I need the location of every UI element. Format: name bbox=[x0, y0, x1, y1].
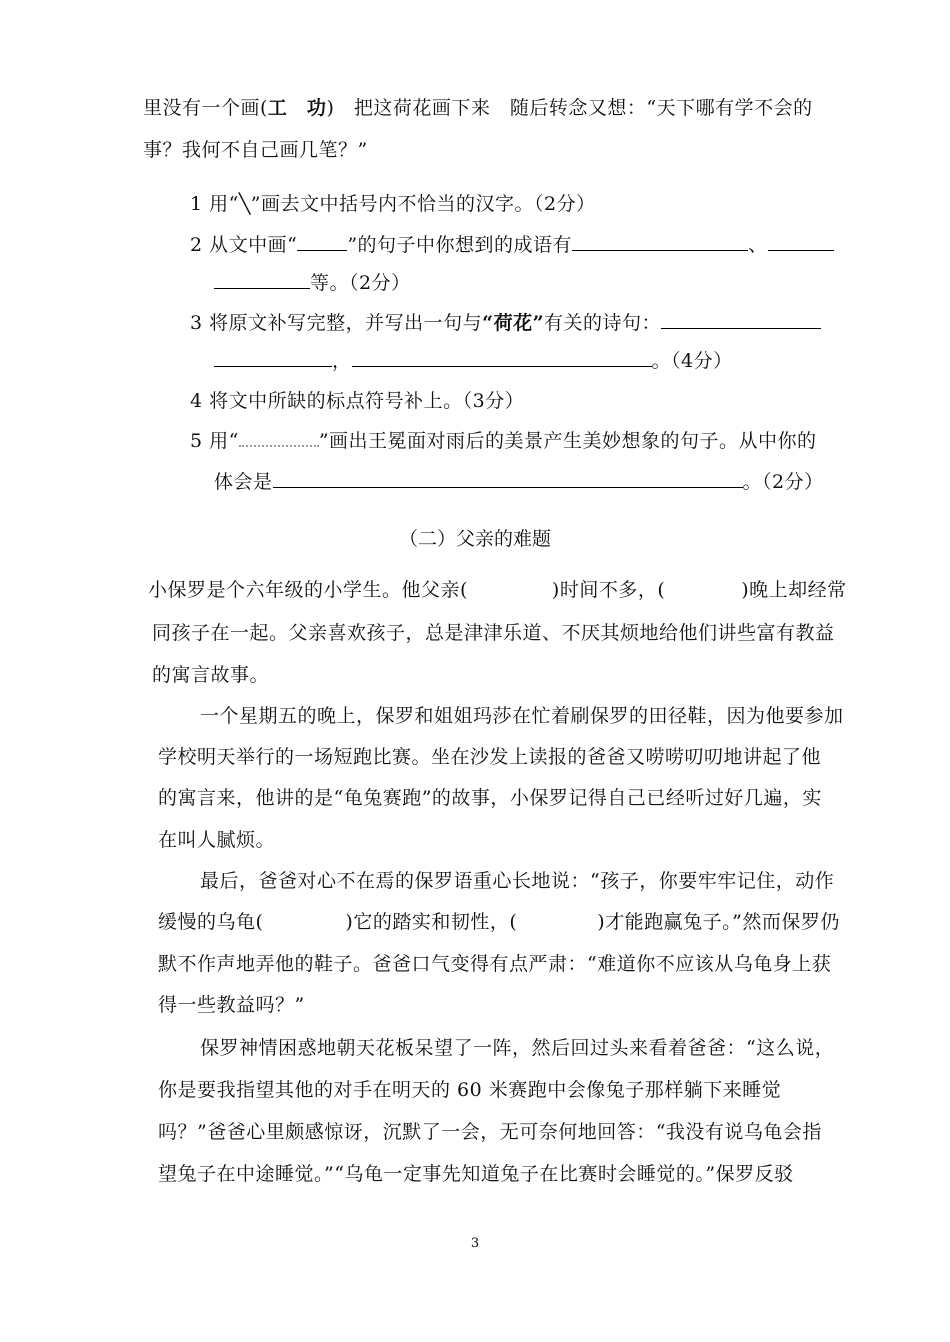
answer-blank[interactable] bbox=[214, 272, 310, 289]
text-span: 有关的诗句： bbox=[544, 312, 662, 334]
answer-blank[interactable] bbox=[572, 234, 748, 251]
answer-blank[interactable] bbox=[273, 471, 743, 488]
passage-line: 望兔子在中途睡觉。”“乌龟一定事先知道兔子在比赛时会睡觉的。”保罗反驳 bbox=[158, 1163, 794, 1185]
bold-text: 工 功 bbox=[267, 97, 327, 119]
question-1 bbox=[190, 192, 596, 216]
text-span: 缓慢的乌龟( bbox=[158, 911, 264, 933]
question-3 bbox=[190, 311, 821, 335]
text-span: 2 从文中画“ bbox=[190, 234, 298, 256]
text-span: )才能跑赢兔子。”然而保罗仍 bbox=[597, 911, 840, 933]
question-4 bbox=[190, 389, 524, 413]
passage-line: 学校明天举行的一场短跑比赛。坐在沙发上读报的爸爸又唠唠叨叨地讲起了他 bbox=[158, 746, 822, 768]
passage-line: 保罗神情困惑地朝天花板呆望了一阵，然后回过头来看着爸爸：“这么说， bbox=[200, 1037, 835, 1059]
text-span: )晚上却经常 bbox=[741, 579, 847, 601]
text-span: ”的句子中你想到的成语有 bbox=[347, 234, 573, 256]
text-span: 里没有一个画( bbox=[143, 97, 268, 119]
answer-blank[interactable] bbox=[661, 312, 821, 329]
passage-line: 默不作声地弄他的鞋子。爸爸口气变得有点严肃：“难道你不应该从乌龟身上获 bbox=[158, 953, 832, 975]
question-5 bbox=[190, 429, 817, 453]
passage-line: 在叫人腻烦。 bbox=[158, 829, 276, 851]
passage-line: 最后，爸爸对心不在焉的保罗语重心长地说：“孩子，你要牢牢记住，动作 bbox=[200, 870, 835, 892]
text-span: )它的踏实和韧性，( bbox=[345, 911, 518, 933]
text-span: 。（4分） bbox=[651, 350, 733, 372]
answer-blank[interactable] bbox=[768, 234, 834, 251]
text-line bbox=[143, 96, 813, 120]
text-line bbox=[143, 138, 368, 162]
passage-line: 的寓言来，他讲的是“龟兔赛跑”的故事，小保罗记得自己已经听过好几遍，实 bbox=[158, 787, 822, 809]
passage-line bbox=[158, 910, 840, 934]
page-number: 3 bbox=[470, 1236, 480, 1251]
passage-line: 一个星期五的晚上，保罗和姐姐玛莎在忙着刷保罗的田径鞋，因为他要参加 bbox=[200, 705, 844, 727]
section-title: （二）父亲的难题 bbox=[398, 528, 551, 550]
question-3-cont bbox=[214, 349, 733, 373]
text-span: ) 把这荷花画下来 随后转念又想：“天下哪有学不会的 bbox=[326, 97, 813, 119]
bold-text: “荷花” bbox=[482, 312, 544, 334]
text-span: ”画出王冕面对雨后的美景产生美妙想象的句子。从中你的 bbox=[318, 430, 817, 452]
answer-blank[interactable] bbox=[297, 234, 347, 251]
text-span: )时间不多，( bbox=[551, 579, 666, 601]
passage-line: 的寓言故事。 bbox=[152, 664, 270, 686]
text-span: 4 将文中所缺的标点符号补上。（3分） bbox=[190, 390, 525, 412]
passage-line: 你是要我指望其他的对手在明天的 60 米赛跑中会像兔子那样躺下来睡觉 bbox=[158, 1079, 782, 1101]
text-span: 5 用“ bbox=[190, 430, 239, 452]
passage-line: 得一些教益吗？” bbox=[158, 994, 305, 1016]
text-span: 、 bbox=[748, 234, 768, 256]
text-span: 3 将原文补写完整，并写出一句与 bbox=[190, 312, 483, 334]
text-span: 事？我何不自己画几笔？” bbox=[143, 139, 368, 161]
question-2-cont bbox=[214, 271, 411, 295]
wavy-line-sample bbox=[239, 429, 319, 447]
text-span: ， bbox=[332, 350, 352, 372]
question-2 bbox=[190, 233, 834, 257]
text-span: 。（2分） bbox=[742, 471, 824, 493]
text-span: 等。（2分） bbox=[310, 272, 411, 294]
text-span: 1 用“╲”画去文中括号内不恰当的汉字。（2分） bbox=[190, 193, 596, 215]
passage-line: 同孩子在一起。父亲喜欢孩子，总是津津乐道、不厌其烦地给他们讲些富有教益 bbox=[152, 622, 835, 644]
answer-blank[interactable] bbox=[352, 350, 652, 367]
passage-line bbox=[148, 578, 847, 602]
answer-blank[interactable] bbox=[214, 350, 332, 367]
text-span: 体会是 bbox=[214, 471, 273, 493]
question-5-cont bbox=[214, 470, 824, 494]
passage-line: 吗？”爸爸心里颇感惊讶，沉默了一会，无可奈何地回答：“我没有说乌龟会指 bbox=[158, 1121, 822, 1143]
text-span: 小保罗是个六年级的小学生。他父亲( bbox=[148, 579, 468, 601]
